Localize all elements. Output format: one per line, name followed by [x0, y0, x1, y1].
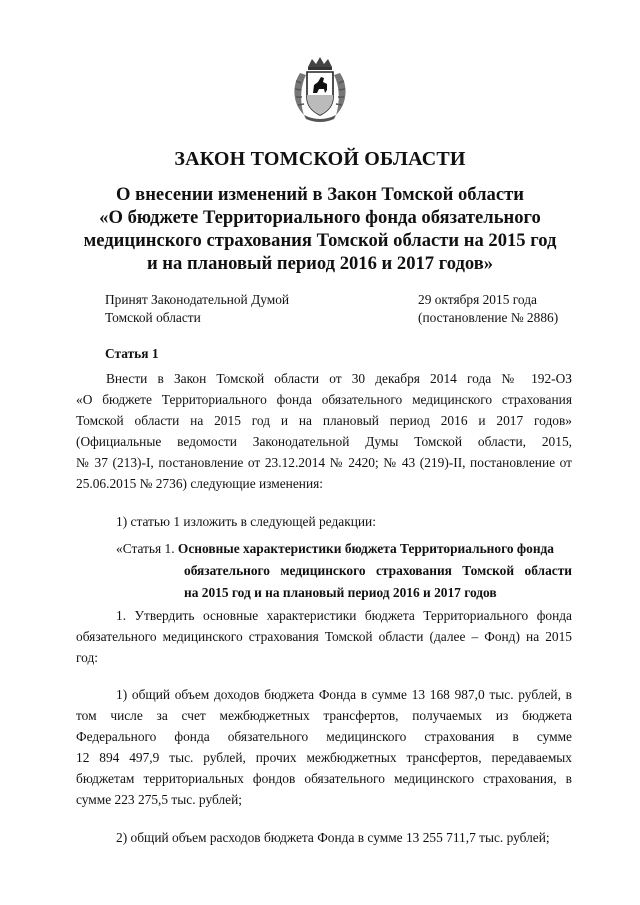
text-line: том числе за счет межбюджетных трансфертов, получаемых из бюджета — [76, 708, 572, 723]
resolution-number: (постановление № 2886) — [418, 310, 559, 325]
inner-article-title: на 2015 год и на плановый период 2016 и 2017 годов — [184, 585, 497, 600]
text-line: «О бюджете Территориального фонда обязательного медицинского страхования — [76, 392, 572, 407]
inner-article-title: Основные характеристики бюджета Территориального фонда — [177, 541, 555, 556]
text-line: 1. Утвердить основные характеристики бюджета Территориального фонда — [116, 608, 572, 623]
adopted-by — [105, 291, 289, 327]
subtitle-line: и на плановый период 2016 и 2017 годов» — [146, 253, 494, 274]
inner-article-heading — [116, 538, 572, 604]
subtitle-line: медицинского страхования Томской области на 2015 год — [83, 230, 557, 251]
adopted-by-line: Томской области — [105, 310, 201, 325]
text-line: Внести в Закон Томской области от 30 декабря 2014 года № 192-ОЗ — [106, 371, 572, 386]
coat-of-arms-icon — [290, 55, 350, 123]
adopted-by-line: Принят Законодательной Думой — [105, 292, 290, 307]
law-subtitle — [40, 183, 600, 275]
text-line: № 37 (213)-I, постановление от 23.12.2014 № 2420; № 43 (219)-II, постановление от — [76, 455, 572, 470]
text-line: бюджетам территориальных фондов обязательного медицинского страхования, в — [76, 771, 572, 786]
article-intro — [76, 368, 572, 494]
text-line: 1) общий объем доходов бюджета Фонда в сумме 13 168 987,0 тыс. рублей, в — [116, 687, 572, 702]
point-1 — [76, 605, 572, 668]
text-line: 25.06.2015 № 2736) следующие изменения: — [76, 476, 323, 491]
text-line: 12 894 497,9 тыс. рублей, прочих межбюджетных трансфертов, передаваемых — [76, 750, 572, 765]
item-1: 1) статью 1 изложить в следующей редакции: — [116, 514, 376, 529]
subtitle-line: «О бюджете Территориального фонда обязательного — [99, 207, 541, 228]
subpoint-1 — [76, 684, 572, 810]
law-title: ЗАКОН ТОМСКОЙ ОБЛАСТИ — [174, 148, 466, 170]
text-line: год: — [76, 650, 99, 665]
adoption-date — [418, 291, 558, 327]
text-line: обязательного медицинского страхования Томской области (далее – Фонд) на 2015 — [76, 629, 572, 644]
text-line: Федерального фонда обязательного медицинского страхования в сумме — [76, 729, 572, 744]
subtitle-line: О внесении изменений в Закон Томской области — [116, 184, 524, 205]
text-line: сумме 223 275,5 тыс. рублей; — [76, 792, 242, 807]
inner-article-title: обязательного медицинского страхования Томской области — [184, 563, 572, 578]
adoption-date-line: 29 октября 2015 года — [418, 292, 537, 307]
text-line: (Официальные ведомости Законодательной Думы Томской области, 2015, — [76, 434, 572, 449]
subpoint-2: 2) общий объем расходов бюджета Фонда в сумме 13 255 711,7 тыс. рублей; — [116, 830, 550, 845]
text-line: Томской области на 2015 год и на плановый период 2016 и 2017 годов» — [76, 413, 572, 428]
article-heading: Статья 1 — [105, 346, 159, 361]
inner-article-prefix: «Статья 1. — [116, 541, 178, 556]
